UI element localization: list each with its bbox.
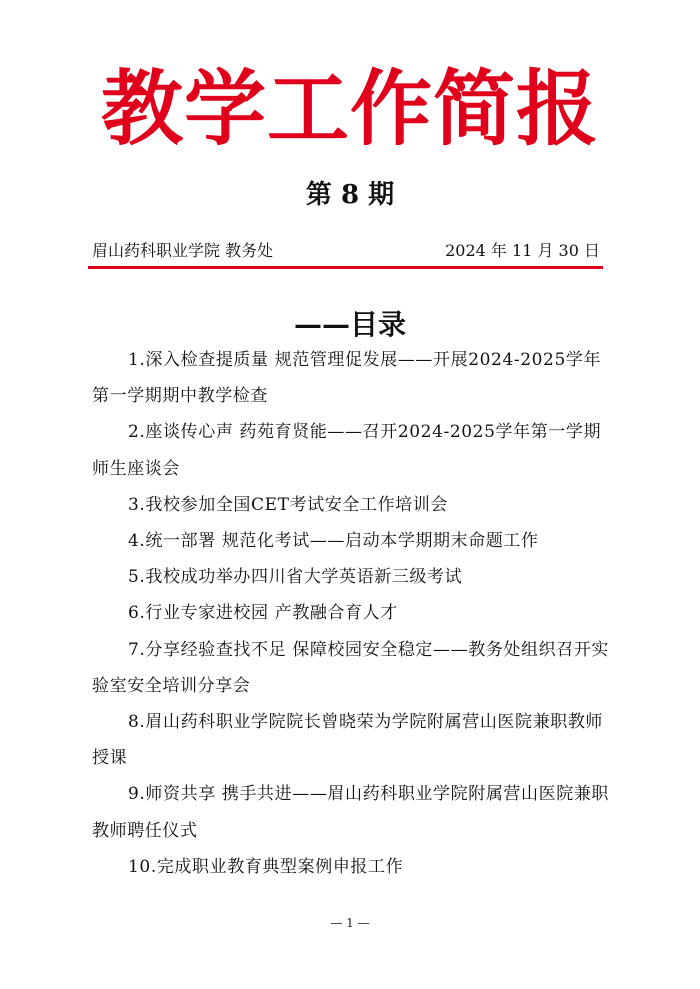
toc-item[interactable]: 7.分享经验查找不足 保障校园安全稳定——教务处组织召开实验室安全培训分享会 [92,639,610,696]
red-divider [88,266,603,269]
toc-heading: ——目录 [293,308,406,341]
publish-date: 2024 年 11 月 30 日 [445,241,600,260]
toc-item[interactable]: 4.统一部署 规范化考试——启动本学期期末命题工作 [128,531,539,552]
toc-item[interactable]: 2.座谈传心声 药苑育贤能——召开2024-2025学年第一学期师生座谈会 [92,422,602,479]
toc-item[interactable]: 9.师资共享 携手共进——眉山药科职业学院附属营山医院兼职教师聘任仪式 [92,784,610,841]
toc-item[interactable]: 3.我校参加全国CET考试安全工作培训会 [128,494,448,515]
issue-number: 第 8 期 [305,180,395,210]
toc-item[interactable]: 5.我校成功举办四川省大学英语新三级考试 [128,567,463,588]
table-of-contents [92,342,612,885]
publisher-organization: 眉山药科职业学院 教务处 [92,241,274,260]
masthead-title: 教学工作简报 [100,62,599,157]
toc-item[interactable]: 1.深入检查提质量 规范管理促发展——开展2024-2025学年第一学期期中教学检查 [92,350,602,407]
toc-item[interactable]: 8.眉山药科职业学院院长曾晓荣为学院附属营山医院兼职教师授课 [92,712,604,769]
toc-item[interactable]: 10.完成职业教育典型案例申报工作 [128,856,404,877]
publisher-row [92,238,604,264]
toc-item[interactable]: 6.行业专家进校园 产教融合育人才 [128,603,398,624]
page-number: — 1 — [330,916,370,930]
